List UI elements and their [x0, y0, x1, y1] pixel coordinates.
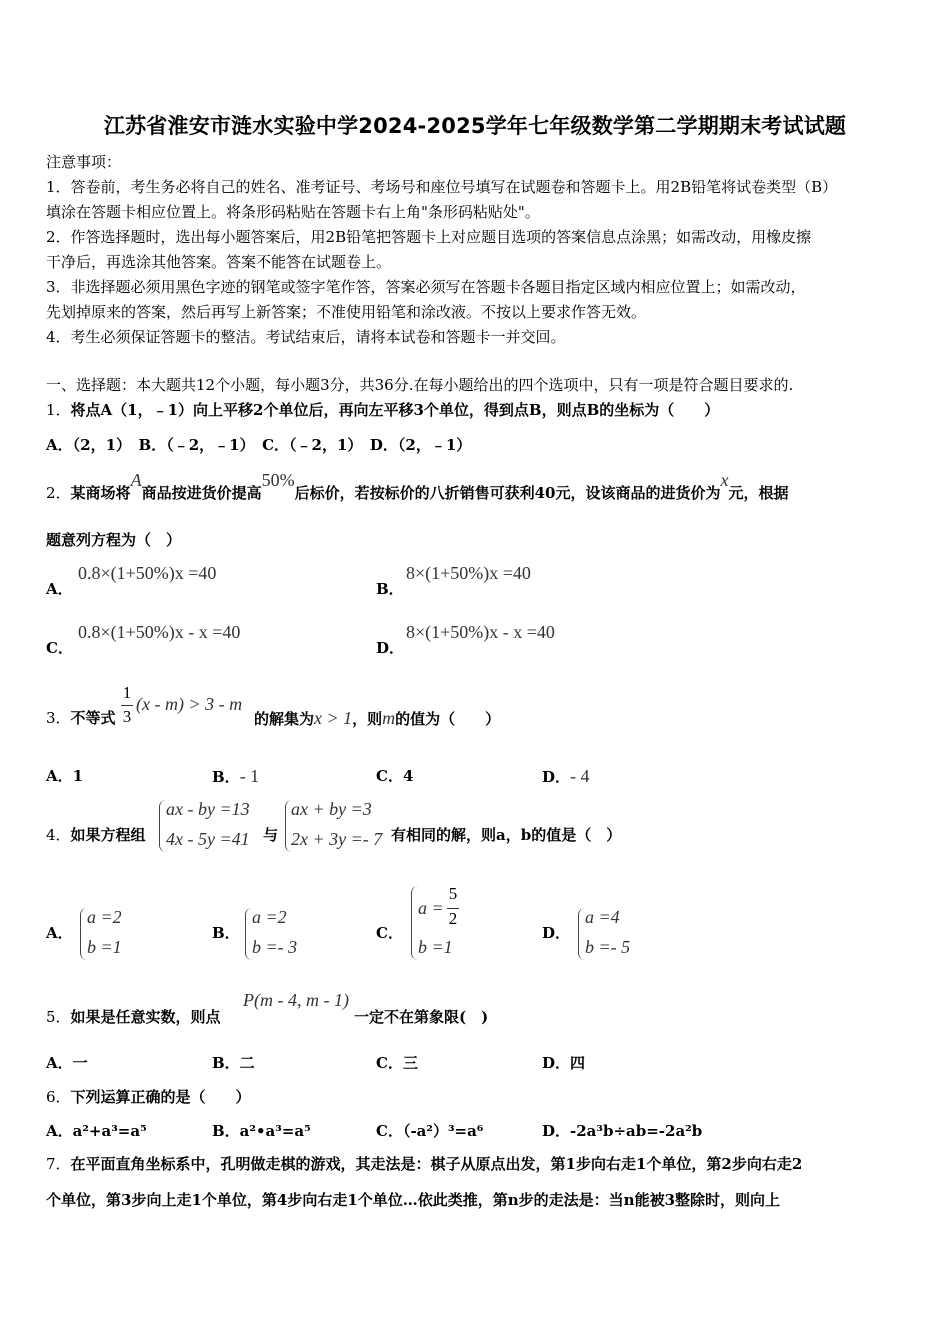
option-d: D．-2a³b÷ab=-2a²b	[542, 1122, 703, 1140]
option-a-eq2: b =1	[87, 937, 122, 957]
fraction-line	[121, 705, 133, 706]
question-number: 4．	[46, 826, 71, 844]
question-5-rest: 一定不在第象限( )	[354, 1008, 489, 1026]
option-d-eq2: b =- 5	[585, 937, 631, 957]
option-d-formula: 8×(1+50%)x - x =40	[406, 622, 555, 642]
notice-heading: 注意事项：	[46, 153, 122, 171]
option-d: D．- 4	[542, 766, 590, 786]
fraction-numerator: 1	[122, 683, 132, 702]
option-c: C．（-a²）³=a⁶	[376, 1122, 484, 1140]
option-d-label: D．	[376, 639, 405, 657]
question-number: 5．	[46, 1008, 71, 1026]
question-4-rest: 有相同的解，则a，b的值是（ ）	[391, 826, 622, 844]
option-c: C．三	[376, 1054, 418, 1072]
option-c-label: C．	[46, 639, 73, 657]
system-1-eq1: ax - by =13	[166, 799, 250, 819]
question-number: 3．	[46, 709, 71, 727]
option-b: B．二	[212, 1054, 255, 1072]
left-brace-icon	[245, 908, 252, 960]
option-b-eq2: b =- 3	[252, 937, 298, 957]
fraction-denominator: 2	[448, 909, 458, 928]
option-d-eq1: a =4	[585, 907, 620, 927]
option-a: A．一	[46, 1054, 88, 1072]
notice-1a: 1．答卷前，考生务必将自己的姓名、准考证号、考场号和座位号填写在试题卷和答题卡上。用2B铅笔将试卷类型（B）	[46, 178, 838, 196]
question-text: 将点A（1，﹣1）向上平移2个单位后，再向左平移3个单位，得到点B，则点B的坐标为（ ）	[70, 401, 720, 419]
question-3-rest: 的解集为x > 1，则m的值为（ ）	[254, 708, 501, 728]
option-a-eq1: a =2	[87, 907, 122, 927]
option-a: A．1	[46, 767, 84, 785]
system-1-eq2: 4x - 5y =41	[166, 829, 250, 849]
option-b-label: B．	[376, 580, 404, 598]
fraction-denominator: 3	[122, 707, 132, 726]
left-brace-icon	[578, 908, 585, 960]
question-4-start: 4．如果方程组	[46, 826, 146, 844]
left-brace-icon	[159, 800, 166, 852]
question-1	[46, 398, 719, 423]
option-c: C．4	[376, 767, 414, 785]
question-7-line2: 个单位，第3步向上走1个单位，第4步向右走1个单位…依此类推，第n步的走法是：当n能被3整除时，则向上	[46, 1191, 781, 1209]
option-b-label: B．	[212, 924, 240, 942]
question-3-start: 3．不等式	[46, 709, 116, 727]
question-2: 2．某商场将A商品按进货价提高50%后标价，若按标价的八折销售可获利40元，设该商品的进货价为x元，根据	[46, 470, 789, 502]
option-c-eq2: b =1	[418, 937, 453, 957]
option-b-eq1: a =2	[252, 907, 287, 927]
page-title: 江苏省淮安市涟水实验中学2024-2025学年七年级数学第二学期期末考试试题	[103, 114, 847, 138]
notice-4: 4．考生必须保证答题卡的整洁。考试结束后，请将本试卷和答题卡一并交回。	[46, 328, 566, 346]
question-6: 6．下列运算正确的是（ ）	[46, 1088, 251, 1106]
option-d: D．四	[542, 1054, 586, 1072]
question-7: 7．在平面直角坐标系中，孔明做走棋的游戏，其走法是：棋子从原点出发，第1步向右走1个单位，第2步向右走2	[46, 1155, 803, 1173]
question-5-start: 5．如果是任意实数，则点	[46, 1008, 221, 1026]
question-number: 1．	[46, 401, 71, 419]
connector-text: 与	[263, 826, 279, 844]
fraction-numerator: 5	[448, 884, 458, 903]
system-2-eq2: 2x + 3y =- 7	[291, 829, 383, 849]
option-b: B．a²•a³=a⁵	[212, 1122, 311, 1140]
notice-2a: 2．作答选择题时，选出每小题答案后，用2B铅笔把答题卡上对应题目选项的答案信息点涂黑；如需改动，用橡皮擦	[46, 228, 812, 246]
system-2-eq1: ax + by =3	[291, 799, 372, 819]
left-brace-icon	[411, 886, 418, 960]
option-a-label: A．	[46, 580, 73, 598]
option-a-formula: 0.8×(1+50%)x =40	[78, 563, 217, 583]
option-c-formula: 0.8×(1+50%)x - x =40	[78, 622, 241, 642]
notice-3b: 先划掉原来的答案，然后再写上新答案；不准使用铅笔和涂改液。不按以上要求作答无效。	[46, 303, 647, 321]
inequality-expression: (x - m) > 3 - m	[136, 694, 243, 714]
option-a-label: A．	[46, 924, 73, 942]
option-b-formula: 8×(1+50%)x =40	[406, 563, 531, 583]
notice-2b: 干净后，再选涂其他答案。答案不能答在试题卷上。	[46, 253, 392, 271]
option-c-label: C．	[376, 924, 403, 942]
question-number: 2．	[46, 484, 71, 502]
option-b: B．- 1	[212, 766, 260, 786]
option-c-eq1: a =	[418, 898, 444, 918]
point-expression: P(m - 4, m - 1)	[243, 990, 349, 1010]
option-d-label: D．	[542, 924, 571, 942]
question-number: 6．	[46, 1088, 71, 1106]
question-2-line2: 题意列方程为（ ）	[46, 531, 182, 549]
option-a: A．a²+a³=a⁵	[46, 1122, 147, 1140]
notice-1b: 填涂在答题卡相应位置上。将条形码粘贴在答题卡右上角"条形码粘贴处"。	[46, 203, 540, 221]
left-brace-icon	[80, 908, 87, 960]
question-number: 7．	[46, 1155, 71, 1173]
section-heading: 一、选择题：本大题共12个小题，每小题3分，共36分.在每小题给出的四个选项中，只有一项是符合题目要求的.	[46, 376, 794, 394]
question-1-options: A．（2，1） B．（﹣2，﹣1） C．（﹣2，1） D．（2，﹣1）	[46, 436, 472, 454]
notice-3a: 3．非选择题必须用黑色字迹的钢笔或签字笔作答，答案必须写在答题卡各题目指定区域内相应位置上；如需改动，	[46, 278, 806, 296]
